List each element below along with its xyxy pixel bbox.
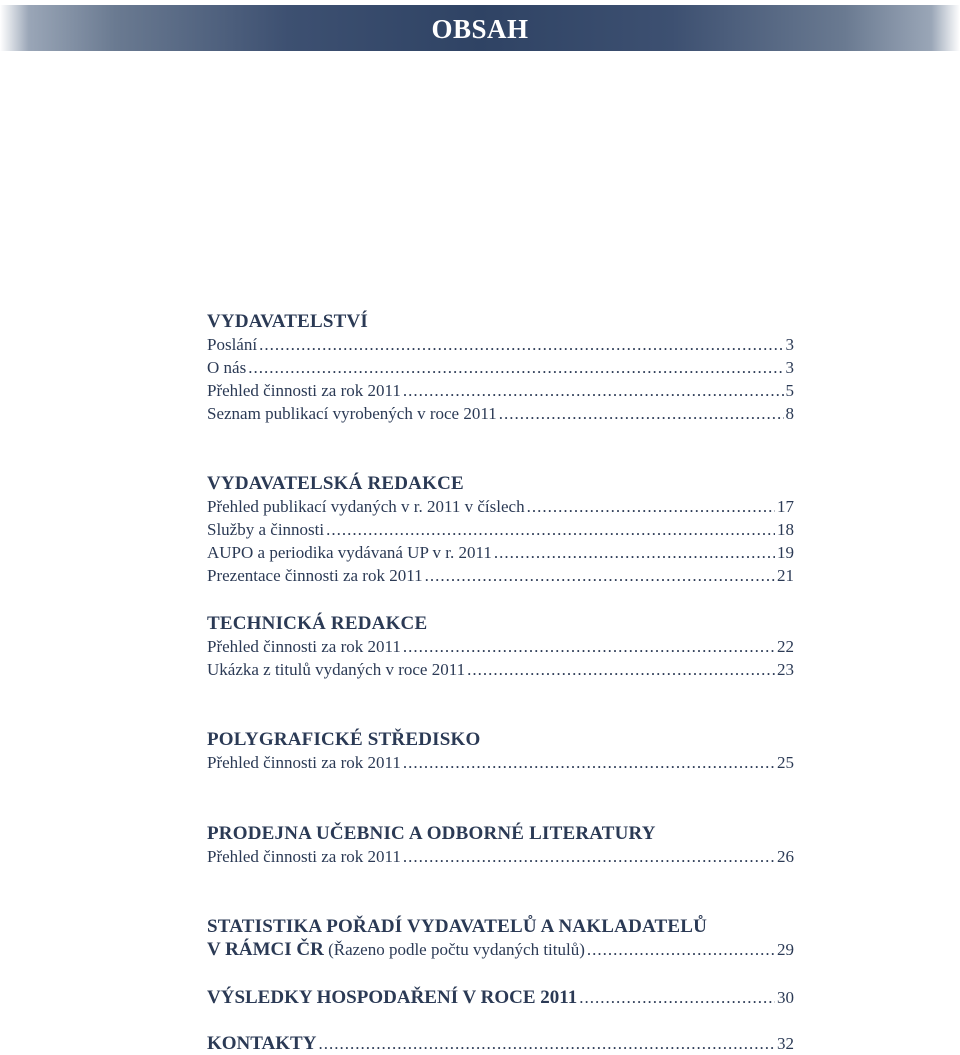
dot-leader [259, 333, 783, 356]
toc-entry-page: 17 [777, 497, 794, 516]
toc-entry-page: 18 [777, 520, 794, 539]
toc-entry-page: 19 [777, 543, 794, 562]
dot-leader [248, 356, 783, 379]
toc-entry-page: 29 [777, 940, 794, 959]
dot-leader [403, 845, 775, 868]
dot-leader [467, 658, 775, 681]
toc-entry-title: Přehled publikací vydaných v r. 2011 v číslech [207, 497, 525, 516]
toc-entry-title: Ukázka z titulů vydaných v roce 2011 [207, 660, 466, 679]
toc-entry[interactable] [207, 333, 794, 356]
dot-leader [494, 541, 775, 564]
toc-entry-title: Přehled činnosti za rok 2011 [207, 847, 401, 866]
toc-entry-title: Přehled činnosti za rok 2011 [207, 381, 401, 400]
dot-leader [425, 564, 775, 587]
dot-leader [499, 402, 784, 425]
toc-section-vysledky [207, 986, 794, 1009]
dot-leader [579, 986, 775, 1009]
toc-section-kontakty [207, 1032, 794, 1055]
toc-entry-page: 22 [777, 637, 794, 656]
toc-entry[interactable] [207, 564, 794, 587]
section-heading: VYDAVATELSTVÍ [207, 311, 368, 332]
dot-leader [403, 751, 775, 774]
toc-entry[interactable] [207, 402, 794, 425]
section-heading: POLYGRAFICKÉ STŘEDISKO [207, 729, 481, 750]
toc-entry-page: 5 [785, 381, 794, 400]
toc-entry-page: 26 [777, 847, 794, 866]
toc-entry[interactable] [207, 356, 794, 379]
toc-section-prodejna [207, 822, 794, 868]
toc-entry-title [207, 986, 577, 1009]
toc-section-vydavatelska-redakce [207, 472, 794, 587]
dot-leader [318, 1032, 775, 1055]
dot-leader [403, 379, 784, 402]
toc-entry-page: 30 [777, 988, 794, 1007]
section-heading: PRODEJNA UČEBNIC A ODBORNÉ LITERATURY [207, 823, 656, 844]
toc-entry-title: Přehled činnosti za rok 2011 [207, 753, 401, 772]
toc-entry-page: 3 [785, 358, 794, 377]
toc-entry-page: 8 [785, 404, 794, 423]
toc-entry[interactable] [207, 751, 794, 774]
toc-entry-title: Služby a činnosti [207, 520, 325, 539]
toc-entry[interactable] [207, 635, 794, 658]
toc-entry-title-rest: (Řazeno podle počtu vydaných titulů) [323, 940, 585, 959]
toc-entry-page: 23 [777, 660, 794, 679]
toc-entry-title: O nás [207, 358, 247, 377]
toc-entry-page: 25 [777, 753, 794, 772]
toc-entry[interactable] [207, 938, 794, 961]
dot-leader [326, 518, 775, 541]
toc-entry[interactable] [207, 495, 794, 518]
section-heading: STATISTIKA POŘADÍ VYDAVATELŮ A NAKLADATELŮ [207, 916, 708, 937]
toc-entry-title-bold: KONTAKTY [207, 1033, 317, 1054]
toc-entry[interactable] [207, 986, 794, 1009]
toc-entry-title [207, 1032, 316, 1055]
toc-entry-title: Poslání [207, 335, 258, 354]
toc-entry[interactable] [207, 518, 794, 541]
toc-entry-title: Přehled činnosti za rok 2011 [207, 637, 401, 656]
dot-leader [403, 635, 775, 658]
toc-entry[interactable] [207, 379, 794, 402]
toc-entry-page: 32 [777, 1034, 794, 1053]
toc-entry-title: Seznam publikací vyrobených v roce 2011 [207, 404, 497, 423]
toc-entry-title: AUPO a periodika vydávaná UP v r. 2011 [207, 543, 492, 562]
dot-leader [527, 495, 775, 518]
toc-section-technicka-redakce [207, 612, 794, 681]
toc-entry-title-bold: VÝSLEDKY HOSPODAŘENÍ V ROCE 2011 [207, 987, 578, 1008]
toc-entry[interactable] [207, 1032, 794, 1055]
toc-section-vydavatelstvi [207, 310, 794, 425]
toc-entry-page: 3 [785, 335, 794, 354]
toc-section-polygraficke-stredisko [207, 728, 794, 774]
toc-entry-title [207, 938, 585, 961]
dot-leader [587, 938, 775, 961]
toc-entry-page: 21 [777, 566, 794, 585]
toc-entry-title: Prezentace činnosti za rok 2011 [207, 566, 423, 585]
section-heading: TECHNICKÁ REDAKCE [207, 613, 428, 634]
header-banner [0, 5, 960, 51]
page-title: OBSAH [431, 14, 529, 44]
section-heading: VYDAVATELSKÁ REDAKCE [207, 473, 464, 494]
toc-entry-title-bold: V RÁMCI ČR [207, 939, 324, 960]
toc-entry[interactable] [207, 845, 794, 868]
toc-entry[interactable] [207, 658, 794, 681]
toc-section-statistika [207, 915, 794, 961]
toc-entry[interactable] [207, 541, 794, 564]
